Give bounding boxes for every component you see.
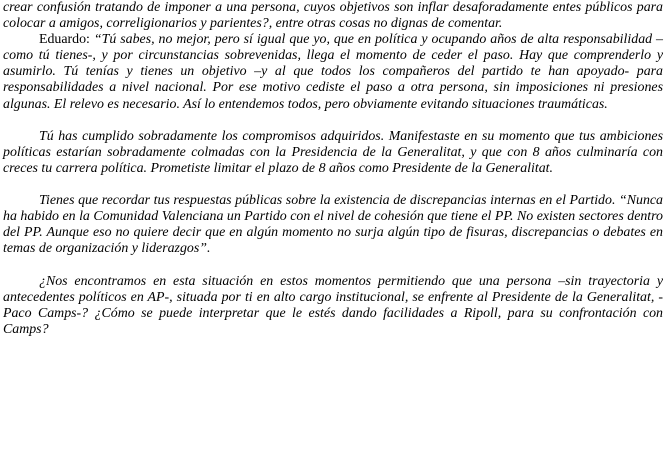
speaker-label: Eduardo: bbox=[39, 32, 94, 48]
paragraph-questions: ¿Nos encontramos en esta situación en estos momentos permitiendo que una persona –sin trayectoria y antecedentes políticos en AP-, situada por ti en alto cargo institucional, se enfrente al Presidente de la Generalitat, -Paco Camps-? ¿Cómo se puede interpretar que le estés dando facilidades a Ripoll, para su confrontación con Camps? bbox=[3, 273, 663, 337]
quote-text: “Tú sabes, no mejor, pero sí igual que yo, que en política y ocupando años de alta responsabilidad –como tú tienes-, y por circunstancias sobrevenidas, llega el momento de ceder el paso. Hay que comprenderlo y asumirlo. Tú tenías y tienes un objetivo –y al que todos los compañeros del partido te han apoyado- para responsabilidades a nivel nacional. Por ese motivo cediste el paso a otra persona, sin imposiciones ni presiones algunas. El relevo es necesario. Así lo entendemos todos, pero obviamente evitando situaciones traumáticas. bbox=[3, 32, 663, 112]
paragraph-continuation: crear confusión tratando de imponer a una persona, cuyos objetivos son inflar desaforadamente entes públicos para colocar a amigos, correligionarios y parientes?, entre otras cosas no dignas de comentar. bbox=[3, 0, 663, 32]
paragraph-eduardo-quote bbox=[3, 32, 663, 112]
paragraph-commitments: Tú has cumplido sobradamente los compromisos adquiridos. Manifestaste en su momento que tus ambiciones políticas estarían sobradamente colmadas con la Presidencia de la Generalitat, y que con 8 años culminaría con creces tu carrera política. Prometiste limitar el plazo de 8 años como Presidente de la Generalitat. bbox=[3, 128, 663, 176]
paragraph-public-answers: Tienes que recordar tus respuestas públicas sobre la existencia de discrepancias internas en el Partido. “Nunca ha habido en la Comunidad Valenciana un Partido con el nivel de cohesión que tiene el PP. No existen sectores dentro del PP. Aunque eso no quiere decir que en algún momento no surja algún tipo de fisuras, discrepancias o debates en temas de organización y liderazgos”. bbox=[3, 193, 663, 257]
